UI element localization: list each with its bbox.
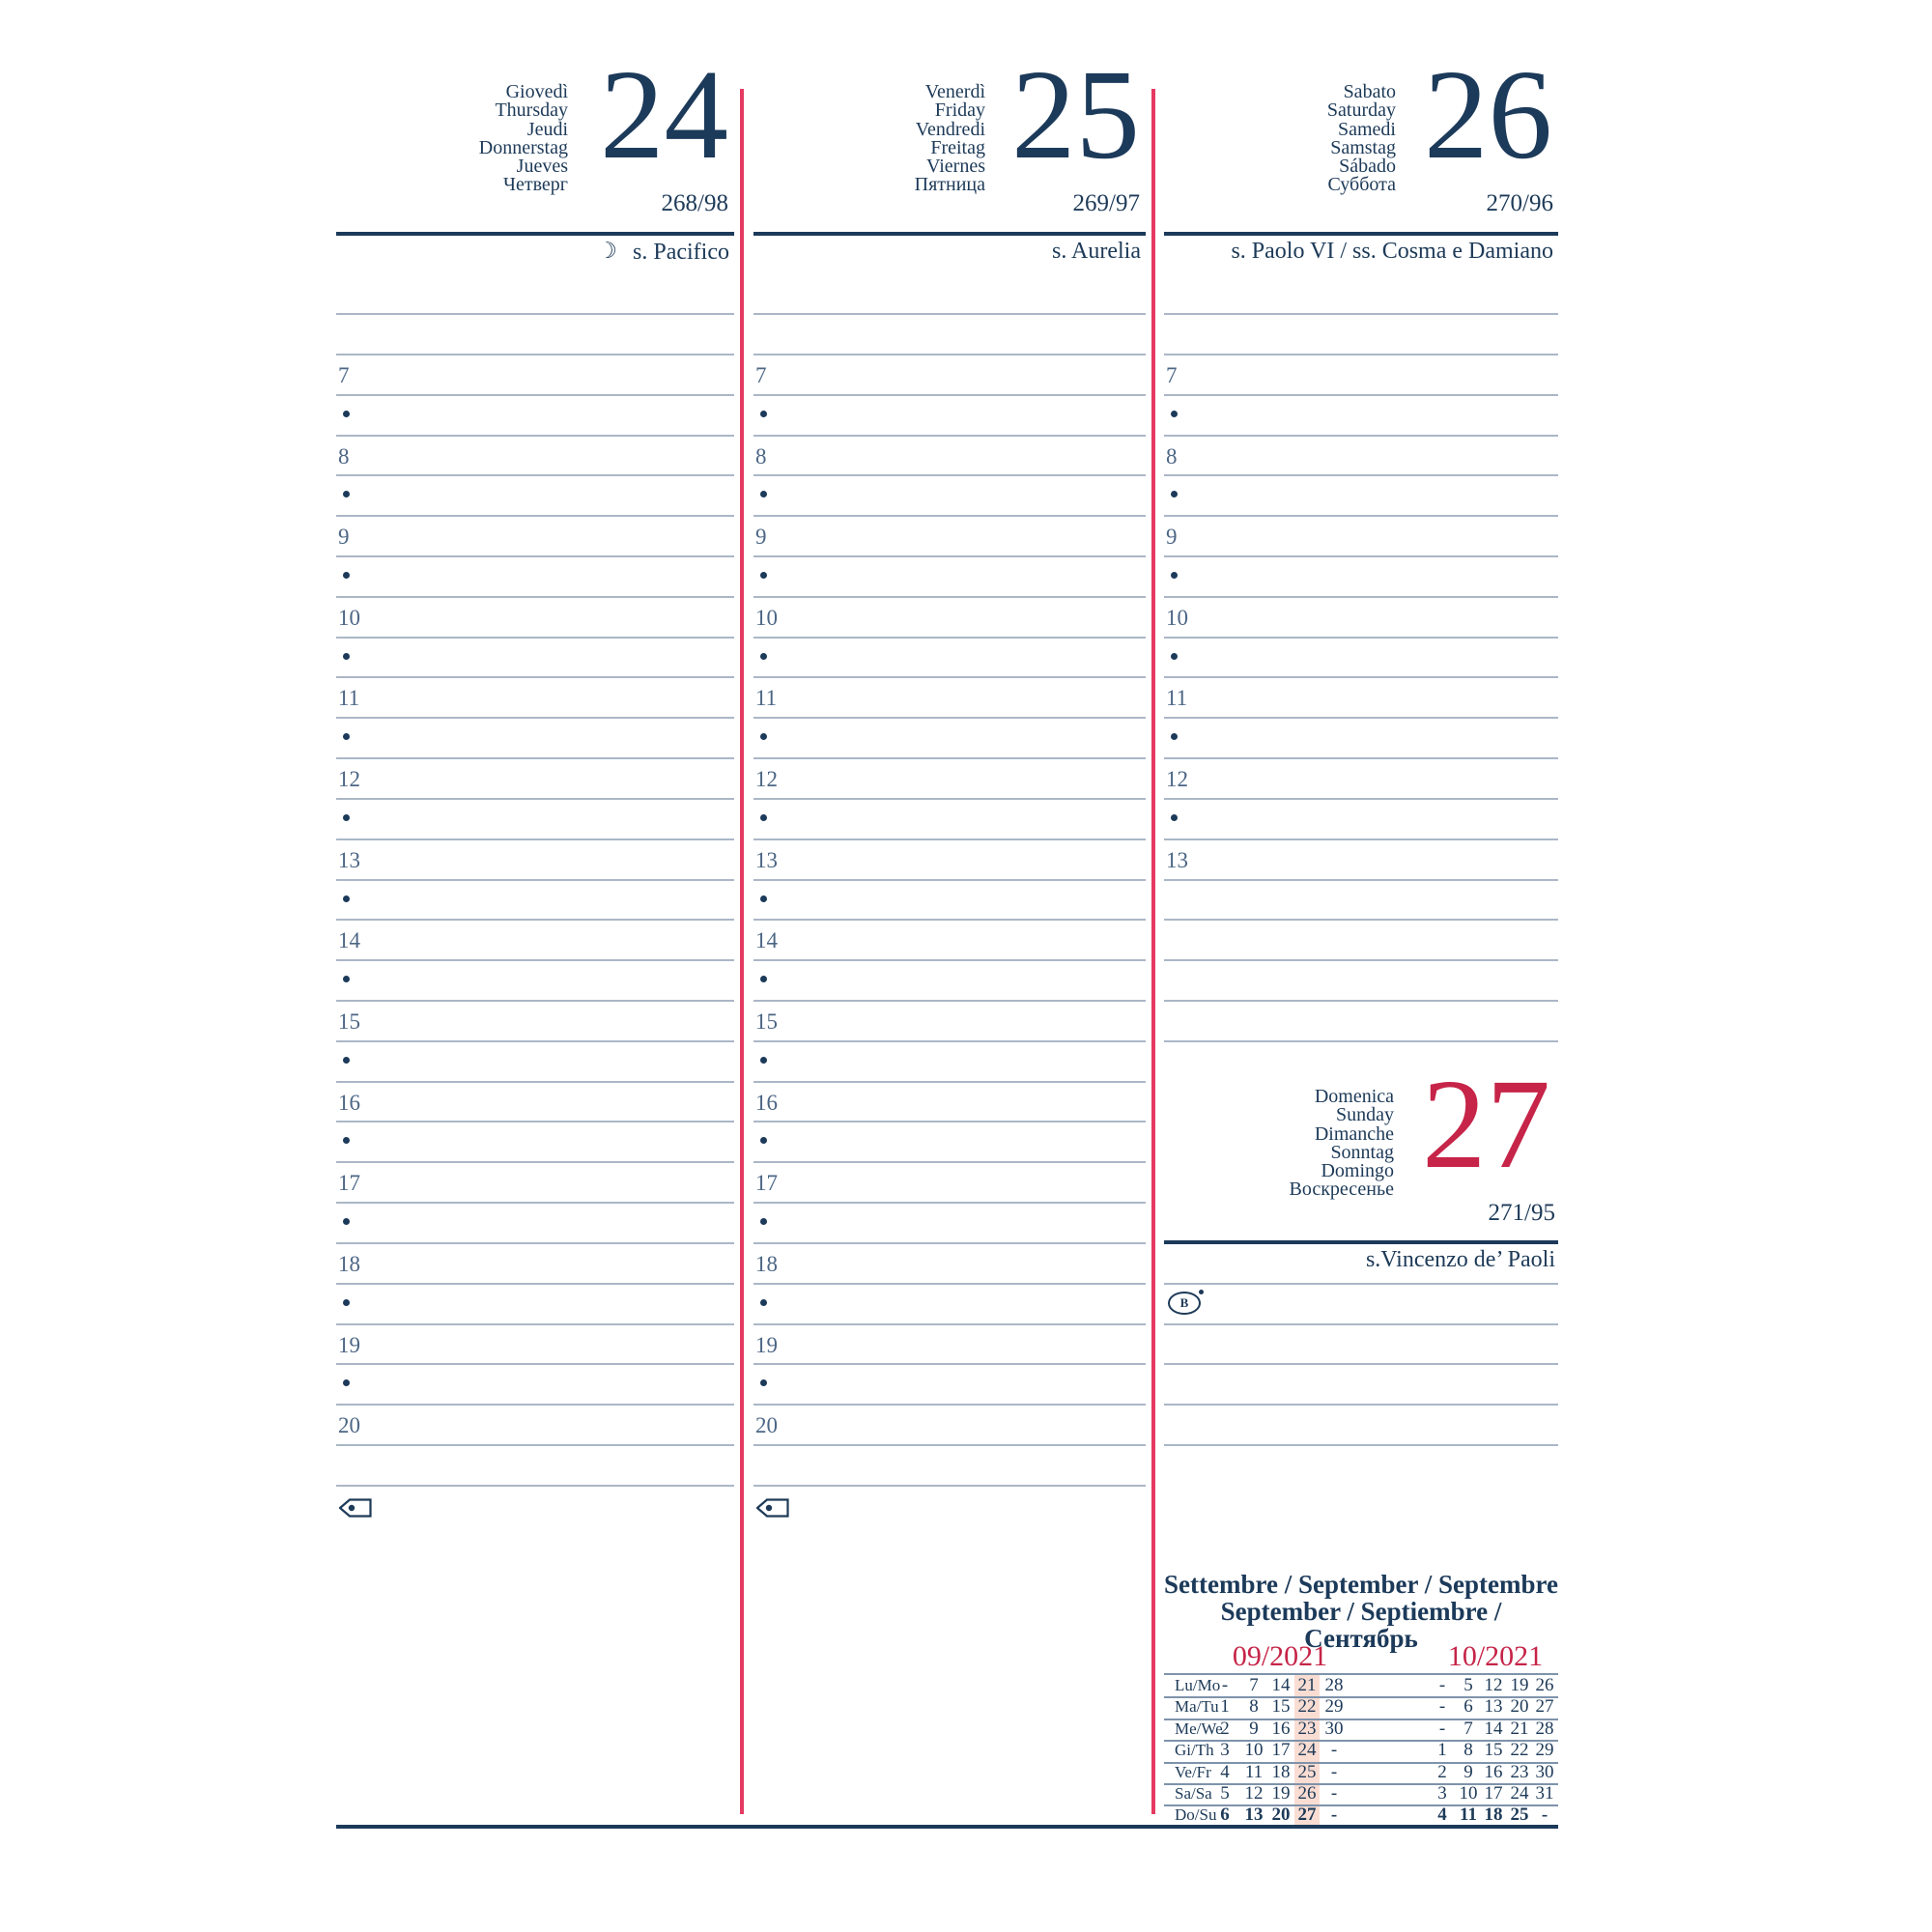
half-hour-dot: [760, 976, 767, 982]
ruled-line: [336, 1000, 734, 1002]
calendar-day-cell: 1: [1437, 1740, 1447, 1761]
ruled-line: [753, 555, 1146, 557]
ruled-line: [1164, 1040, 1558, 1042]
calendar-day-cell: -: [1438, 1675, 1446, 1695]
calendar-row-label: Ve/Fr: [1175, 1762, 1211, 1781]
ruled-line: [336, 354, 734, 355]
calendar-day-cell: 13: [1244, 1804, 1264, 1826]
hour-label: 15: [755, 1009, 778, 1034]
calendar-day-cell: 20: [1271, 1804, 1291, 1826]
ruled-line: [1164, 637, 1558, 639]
hour-label: 7: [338, 362, 350, 387]
ruled-line: [1164, 313, 1558, 315]
calendar-day-cell: 6: [1220, 1804, 1230, 1826]
calendar-day-cell: 4: [1220, 1761, 1230, 1782]
hour-label: 9: [1166, 525, 1178, 550]
day-name-line: Воскресенье: [1289, 1179, 1394, 1201]
ruled-line: [1164, 1363, 1558, 1365]
circled-b-marker-icon: B: [1168, 1292, 1201, 1315]
ruled-line: [753, 515, 1146, 517]
hour-label: 14: [338, 928, 360, 953]
ruled-line: [336, 313, 734, 315]
ruled-line: [753, 313, 1146, 315]
half-hour-dot: [760, 491, 767, 497]
day-name-line: Thursday: [495, 99, 568, 122]
day-name-line: Jueves: [516, 156, 568, 178]
ruled-line: [336, 1283, 734, 1285]
ruled-line: [753, 838, 1146, 840]
ruled-line: [336, 435, 734, 437]
ruled-line: [753, 1283, 1146, 1285]
ruled-line: [336, 959, 734, 961]
calendar-day-cell: 7: [1249, 1675, 1259, 1695]
calendar-day-cell: -: [1330, 1761, 1338, 1782]
calendar-day-cell: -: [1541, 1804, 1548, 1826]
ruled-line: [753, 757, 1146, 759]
hour-label: 11: [1166, 686, 1188, 711]
day-name-line: Saturday: [1326, 99, 1396, 122]
half-hour-dot: [343, 1299, 350, 1306]
ruled-line: [336, 1081, 734, 1083]
calendar-day-cell: 25: [1297, 1761, 1317, 1782]
red-divider-line-1: [740, 89, 744, 1814]
ruled-line: [753, 1121, 1146, 1122]
ruled-line: [1164, 394, 1558, 396]
ruled-line: [753, 798, 1146, 800]
calendar-day-cell: 28: [1535, 1718, 1554, 1739]
page-tag-arrow-icon: [756, 1498, 789, 1518]
half-hour-dot: [760, 411, 767, 417]
half-hour-dot: [343, 895, 350, 902]
ruled-line: [336, 1444, 734, 1446]
day-name-line: Domenica: [1314, 1086, 1394, 1107]
mini-calendar-title-line2: September / Septiembre / Сентябрь: [1220, 1597, 1502, 1653]
ruled-line: [753, 1323, 1146, 1325]
hour-label: 8: [755, 443, 767, 469]
mini-calendar-title-line1: Settembre / September / Septembre: [1164, 1570, 1558, 1599]
ruled-line: [336, 474, 734, 476]
calendar-day-cell: 17: [1484, 1783, 1503, 1804]
ruled-line: [336, 1404, 734, 1406]
half-hour-dot: [343, 1057, 350, 1064]
day-name-line: Суббота: [1327, 174, 1396, 196]
day-name-line: Donnerstag: [478, 136, 568, 158]
calendar-day-cell: 27: [1535, 1696, 1554, 1718]
calendar-day-cell: 27: [1297, 1804, 1317, 1826]
ruled-line: [753, 637, 1146, 639]
page-tag-arrow-icon: [339, 1498, 372, 1518]
ruled-line: [1164, 1283, 1558, 1285]
half-hour-dot: [760, 814, 767, 821]
hour-label: 9: [755, 525, 767, 550]
ruled-line: [336, 1242, 734, 1244]
red-divider-line-2: [1151, 89, 1155, 1814]
calendar-row-label: Lu/Mo: [1175, 1676, 1221, 1694]
ruled-line: [1164, 474, 1558, 476]
calendar-day-cell: 5: [1463, 1675, 1473, 1695]
day-25-day-of-year: 269/97: [1072, 190, 1140, 216]
ruled-line: [336, 1323, 734, 1325]
day-name-line: Sabato: [1343, 81, 1396, 102]
calendar-day-cell: -: [1438, 1718, 1446, 1739]
ruled-line: [336, 919, 734, 921]
ruled-line: [1164, 717, 1558, 719]
ruled-line: [1164, 798, 1558, 800]
calendar-day-cell: 24: [1510, 1783, 1529, 1804]
ruled-line: [753, 1404, 1146, 1406]
day-26-saint: s. Paolo VI / ss. Cosma e Damiano: [1231, 239, 1553, 264]
hour-label: 11: [338, 686, 360, 711]
ruled-line: [1164, 959, 1558, 961]
hour-label: 7: [1166, 362, 1178, 387]
day-25-saint: s. Aurelia: [1052, 239, 1141, 264]
half-hour-dot: [1171, 733, 1178, 740]
calendar-day-cell: -: [1221, 1675, 1229, 1695]
calendar-day-cell: 24: [1297, 1740, 1317, 1761]
half-hour-dot: [760, 1299, 767, 1306]
half-hour-dot: [760, 1137, 767, 1144]
day-name-line: Venerdì: [924, 81, 985, 102]
calendar-day-cell: 4: [1437, 1804, 1447, 1826]
calendar-day-cell: 16: [1271, 1718, 1291, 1739]
half-hour-dot: [760, 733, 767, 740]
ruled-line: [753, 1040, 1146, 1042]
calendar-day-cell: 12: [1484, 1675, 1503, 1695]
half-hour-dot: [343, 411, 350, 417]
calendar-day-cell: 2: [1220, 1718, 1230, 1739]
ruled-line: [336, 555, 734, 557]
day-26-header-rule: [1164, 232, 1558, 236]
hour-label: 16: [338, 1090, 360, 1115]
day-25-number: 25: [1011, 43, 1140, 185]
half-hour-dot: [343, 1218, 350, 1225]
calendar-row-label: Do/Su: [1175, 1805, 1217, 1825]
ruled-line: [336, 757, 734, 759]
day-name-line: Domingo: [1321, 1160, 1394, 1182]
half-hour-dot: [760, 1218, 767, 1225]
ruled-line: [336, 515, 734, 517]
hour-label: 11: [755, 686, 778, 711]
calendar-day-cell: -: [1330, 1783, 1338, 1804]
ruled-line: [336, 676, 734, 678]
hour-label: 9: [338, 525, 350, 550]
ruled-line: [1164, 1444, 1558, 1446]
hour-label: 20: [755, 1413, 778, 1438]
day-name-line: Dimanche: [1314, 1122, 1394, 1145]
hour-label: 15: [338, 1009, 360, 1034]
half-hour-dot: [343, 491, 350, 497]
hour-label: 8: [338, 443, 350, 469]
hour-label: 17: [338, 1171, 360, 1196]
ruled-line: [336, 798, 734, 800]
calendar-day-cell: 15: [1271, 1696, 1291, 1718]
day-name-line: Четверг: [502, 174, 568, 196]
ruled-line: [1164, 838, 1558, 840]
calendar-row-label: Gi/Th: [1175, 1741, 1214, 1760]
ruled-line: [753, 394, 1146, 396]
half-hour-dot: [1171, 572, 1178, 579]
half-hour-dot: [760, 1379, 767, 1386]
day-24-number: 24: [600, 43, 728, 185]
day-name-line: Samstag: [1330, 136, 1396, 158]
calendar-day-cell: 14: [1484, 1718, 1503, 1739]
day-name-line: Freitag: [930, 136, 985, 158]
hour-label: 10: [338, 605, 360, 630]
day-27-saint: s.Vincenzo de’ Paoli: [1365, 1247, 1555, 1272]
calendar-day-cell: 7: [1463, 1718, 1473, 1739]
ruled-line: [1164, 596, 1558, 598]
half-hour-dot: [760, 1057, 767, 1064]
ruled-line: [336, 838, 734, 840]
ruled-line: [753, 1242, 1146, 1244]
calendar-day-cell: 18: [1271, 1761, 1291, 1782]
hour-label: 12: [1166, 767, 1188, 791]
calendar-day-cell: 21: [1297, 1675, 1317, 1695]
day-24-saint: s. Pacifico: [633, 240, 729, 265]
calendar-day-cell: 3: [1220, 1740, 1230, 1761]
hour-label: 10: [755, 605, 778, 630]
ruled-line: [336, 1363, 734, 1365]
calendar-day-cell: 21: [1510, 1718, 1529, 1739]
ruled-line: [336, 394, 734, 396]
ruled-line: [1164, 1323, 1558, 1325]
calendar-day-cell: 11: [1244, 1761, 1264, 1782]
ruled-line: [336, 1040, 734, 1042]
day-27-day-of-year: 271/95: [1488, 1200, 1555, 1226]
day-name-line: Vendredi: [915, 118, 985, 140]
day-24-day-of-year: 268/98: [661, 190, 728, 216]
calendar-day-cell: -: [1438, 1696, 1446, 1718]
ruled-line: [753, 596, 1146, 598]
ruled-line: [1164, 555, 1558, 557]
day-name-line: Viernes: [926, 156, 985, 178]
ruled-line: [1164, 515, 1558, 517]
calendar-day-cell: 22: [1297, 1696, 1317, 1718]
ruled-line: [753, 1363, 1146, 1365]
ruled-line: [1164, 919, 1558, 921]
calendar-day-cell: 25: [1510, 1804, 1529, 1826]
ruled-line: [1164, 354, 1558, 355]
hour-label: 14: [755, 928, 778, 953]
calendar-row-label: Me/We: [1175, 1719, 1223, 1738]
ruled-line: [753, 959, 1146, 961]
hour-label: 20: [338, 1413, 360, 1438]
hour-label: 18: [755, 1251, 778, 1276]
calendar-day-cell: 19: [1271, 1783, 1291, 1804]
calendar-day-cell: 10: [1459, 1783, 1478, 1804]
day-27-header-rule: [1164, 1240, 1558, 1244]
calendar-day-cell: 16: [1484, 1761, 1503, 1782]
ruled-line: [753, 474, 1146, 476]
page-bottom-rule: [336, 1825, 1558, 1829]
calendar-day-cell: 23: [1510, 1761, 1529, 1782]
day-name-line: Samedi: [1338, 118, 1396, 140]
hour-label: 19: [755, 1332, 778, 1357]
ruled-line: [753, 1161, 1146, 1163]
ruled-line: [1164, 879, 1558, 881]
ruled-line: [753, 919, 1146, 921]
calendar-row-label: Ma/Tu: [1175, 1697, 1219, 1717]
calendar-day-cell: 30: [1535, 1761, 1554, 1782]
hour-label: 13: [338, 847, 360, 872]
calendar-day-cell: 12: [1244, 1783, 1264, 1804]
calendar-day-cell: 5: [1220, 1783, 1230, 1804]
hour-label: 13: [755, 847, 778, 872]
calendar-day-cell: 11: [1460, 1804, 1477, 1826]
calendar-day-cell: 29: [1535, 1740, 1554, 1761]
day-24-header-rule: [336, 232, 734, 236]
ruled-line: [753, 879, 1146, 881]
ruled-line: [753, 354, 1146, 355]
ruled-line: [753, 435, 1146, 437]
day-name-line: Friday: [934, 99, 985, 122]
half-hour-dot: [343, 976, 350, 982]
ruled-line: [753, 1202, 1146, 1204]
hour-label: 8: [1166, 443, 1178, 469]
calendar-day-cell: 13: [1484, 1696, 1503, 1718]
hour-label: 7: [755, 362, 767, 387]
calendar-day-cell: -: [1330, 1740, 1338, 1761]
calendar-day-cell: 8: [1249, 1696, 1259, 1718]
ruled-line: [336, 1485, 734, 1487]
calendar-day-cell: 30: [1324, 1718, 1344, 1739]
ruled-line: [753, 717, 1146, 719]
hour-label: 19: [338, 1332, 360, 1357]
hour-label: 16: [755, 1090, 778, 1115]
half-hour-dot: [343, 733, 350, 740]
calendar-day-cell: 31: [1535, 1783, 1554, 1804]
ruled-line: [753, 1485, 1146, 1487]
hour-label: 13: [1166, 847, 1188, 872]
mini-calendar-month-september: 09/2021: [1232, 1640, 1328, 1672]
calendar-day-cell: 26: [1535, 1675, 1554, 1695]
half-hour-dot: [760, 572, 767, 579]
day-name-line: Giovedì: [505, 81, 568, 102]
day-name-line: Sonntag: [1330, 1141, 1394, 1163]
calendar-day-cell: 28: [1324, 1675, 1344, 1695]
day-name-line: Sunday: [1336, 1104, 1394, 1126]
ruled-line: [1164, 1404, 1558, 1406]
calendar-day-cell: 1: [1220, 1696, 1230, 1718]
ruled-line: [753, 1000, 1146, 1002]
calendar-row-label: Sa/Sa: [1175, 1784, 1212, 1803]
half-hour-dot: [343, 653, 350, 660]
ruled-line: [753, 1081, 1146, 1083]
day-name-line: Пятница: [914, 174, 985, 196]
ruled-line: [336, 879, 734, 881]
ruled-line: [1164, 1000, 1558, 1002]
half-hour-dot: [1171, 653, 1178, 660]
ruled-line: [336, 717, 734, 719]
half-hour-dot: [1171, 491, 1178, 497]
day-name-line: Sábado: [1339, 156, 1396, 178]
ruled-line: [1164, 757, 1558, 759]
half-hour-dot: [343, 1379, 350, 1386]
half-hour-dot: [343, 572, 350, 579]
day-27-number: 27: [1422, 1052, 1550, 1195]
moon-phase-icon: ☽: [597, 239, 618, 264]
calendar-day-cell: 14: [1271, 1675, 1291, 1695]
ruled-line: [1164, 676, 1558, 678]
ruled-line: [336, 1161, 734, 1163]
calendar-day-cell: 9: [1463, 1761, 1473, 1782]
ruled-line: [336, 1202, 734, 1204]
hour-label: 18: [338, 1251, 360, 1276]
ruled-line: [336, 596, 734, 598]
half-hour-dot: [760, 653, 767, 660]
calendar-day-cell: 19: [1510, 1675, 1529, 1695]
calendar-day-cell: 17: [1271, 1740, 1291, 1761]
half-hour-dot: [760, 895, 767, 902]
calendar-day-cell: 20: [1510, 1696, 1529, 1718]
day-name-line: Jeudi: [526, 118, 568, 140]
calendar-day-cell: 18: [1484, 1804, 1503, 1826]
half-hour-dot: [1171, 814, 1178, 821]
calendar-day-cell: 22: [1510, 1740, 1529, 1761]
calendar-day-cell: 26: [1297, 1783, 1317, 1804]
half-hour-dot: [1171, 411, 1178, 417]
hour-label: 12: [755, 767, 778, 791]
calendar-day-cell: 6: [1463, 1696, 1473, 1718]
calendar-day-cell: 10: [1244, 1740, 1264, 1761]
calendar-day-cell: 15: [1484, 1740, 1503, 1761]
calendar-day-cell: 29: [1324, 1696, 1344, 1718]
calendar-day-cell: -: [1330, 1804, 1338, 1826]
half-hour-dot: [343, 1137, 350, 1144]
day-26-number: 26: [1424, 43, 1552, 185]
hour-label: 17: [755, 1171, 778, 1196]
ruled-line: [336, 637, 734, 639]
calendar-day-cell: 23: [1297, 1718, 1317, 1739]
ruled-line: [1164, 435, 1558, 437]
calendar-day-cell: 3: [1437, 1783, 1447, 1804]
day-26-day-of-year: 270/96: [1486, 190, 1553, 216]
hour-label: 12: [338, 767, 360, 791]
day-24-saint-row: [336, 239, 729, 266]
day-25-header-rule: [753, 232, 1146, 236]
ruled-line: [753, 1444, 1146, 1446]
mini-calendar-month-october: 10/2021: [1447, 1640, 1544, 1672]
half-hour-dot: [343, 814, 350, 821]
ruled-line: [336, 1121, 734, 1122]
calendar-day-cell: 9: [1249, 1718, 1259, 1739]
calendar-day-cell: 8: [1463, 1740, 1473, 1761]
calendar-day-cell: 2: [1437, 1761, 1447, 1782]
hour-label: 10: [1166, 605, 1188, 630]
ruled-line: [753, 676, 1146, 678]
